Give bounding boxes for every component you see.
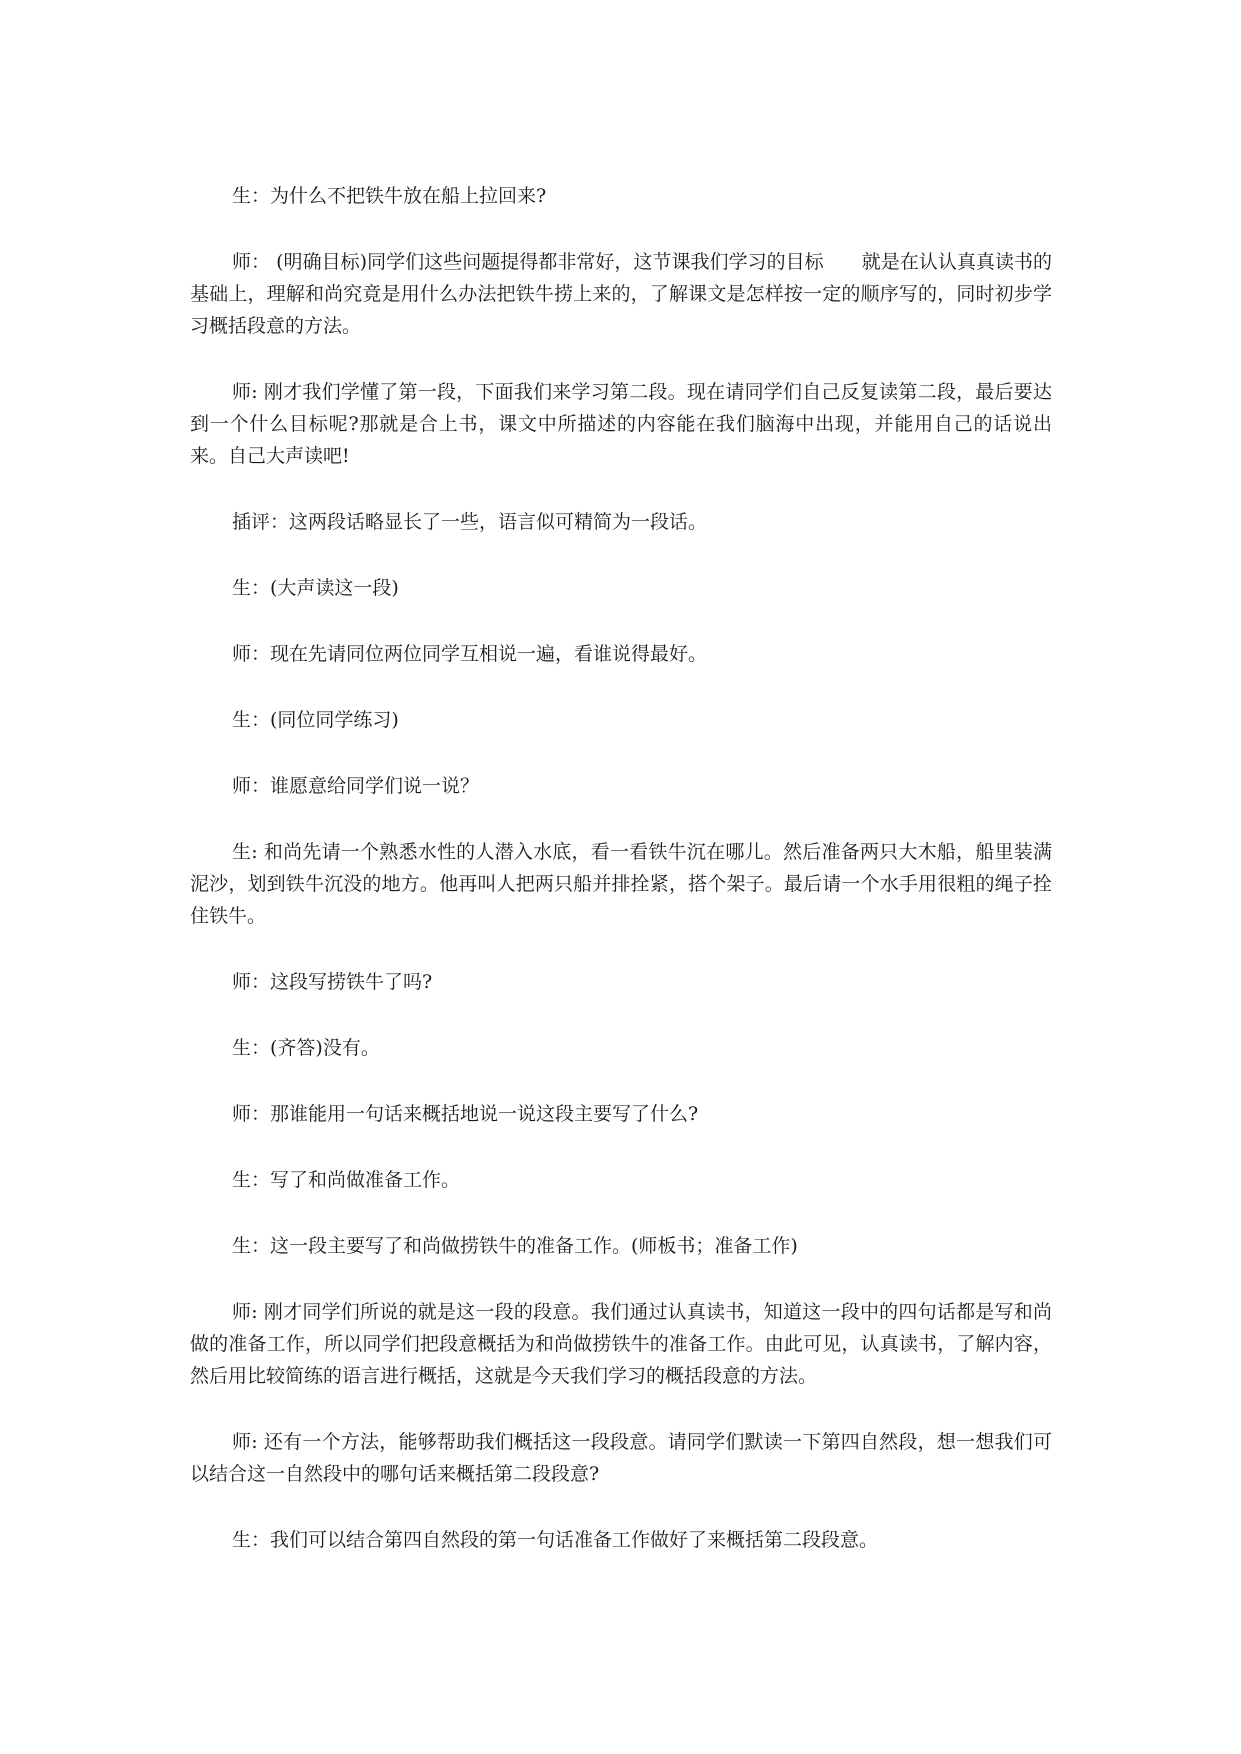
paragraph-7: 生：(同位同学练习) — [232, 709, 399, 731]
paragraph-8: 师：谁愿意给同学们说一说？ — [232, 775, 480, 797]
paragraph-12: 师：那谁能用一句话来概括地说一说这段主要写了什么? — [232, 1103, 699, 1125]
paragraph-14: 生：这一段主要写了和尚做捞铁牛的准备工作。(师板书；准备工作) — [232, 1235, 798, 1257]
paragraph-4: 插评：这两段话略显长了一些，语言似可精简为一段话。 — [232, 511, 708, 533]
paragraph-10: 师：这段写捞铁牛了吗? — [232, 971, 433, 993]
paragraph-13: 生：写了和尚做准备工作。 — [232, 1169, 461, 1191]
paragraph-17: 生：我们可以结合第四自然段的第一句话准备工作做好了来概括第二段段意。 — [232, 1529, 879, 1551]
paragraph-9: 生: 和尚先请一个熟悉水性的人潜入水底，看一看铁牛沉在哪儿。然后准备两只大木船，船里装满泥沙，划到铁牛沉没的地方。他再叫人把两只船并排拴紧，搭个架子。最后请一个水手用很粗的绳子拴住铁牛。 — [190, 841, 1052, 927]
paragraph-1: 生：为什么不把铁牛放在船上拉回来? — [232, 185, 547, 207]
paragraph-16: 师: 还有一个方法，能够帮助我们概括这一段段意。请同学们默读一下第四自然段，想一想我们可以结合这一自然段中的哪句话来概括第二段段意? — [190, 1431, 1052, 1485]
document-body — [190, 180, 1052, 1590]
paragraph-6: 师：现在先请同位两位同学互相说一遍，看谁说得最好。 — [232, 643, 708, 665]
paragraph-15: 师: 刚才同学们所说的就是这一段的段意。我们通过认真读书，知道这一段中的四句话都是写和尚做的准备工作，所以同学们把段意概括为和尚做捞铁牛的准备工作。由此可见，认真读书，了解内容，然后用比较简练的语言进行概括，这就是今天我们学习的概括段意的方法。 — [190, 1301, 1052, 1387]
paragraph-11: 生：(齐答)没有。 — [232, 1037, 380, 1059]
paragraph-2: 师： (明确目标)同学们这些问题提得都非常好，这节课我们学习的目标 就是在认认真真读书的基础上，理解和尚究竟是用什么办法把铁牛捞上来的，了解课文是怎样按一定的顺序写的，同时初步学习概括段意的方法。 — [190, 251, 1052, 337]
paragraph-5: 生：(大声读这一段) — [232, 577, 399, 599]
paragraph-3: 师: 刚才我们学懂了第一段，下面我们来学习第二段。现在请同学们自己反复读第二段，最后要达到一个什么目标呢?那就是合上书，课文中所描述的内容能在我们脑海中出现，并能用自己的话说出来。自己大声读吧! — [190, 381, 1052, 467]
